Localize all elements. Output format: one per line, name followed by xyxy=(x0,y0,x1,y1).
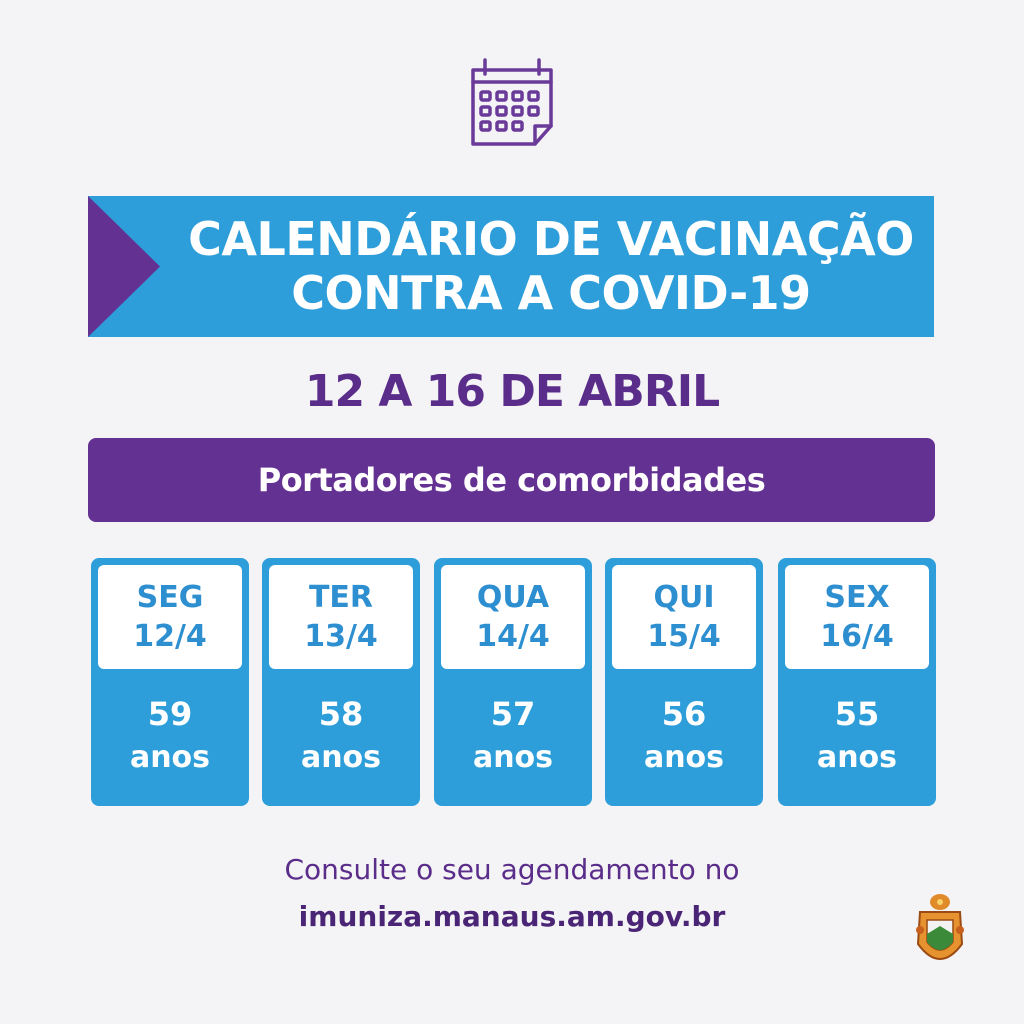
day-date: 16/4 xyxy=(820,619,894,654)
title-line-1: CALENDÁRIO DE VACINAÇÃO xyxy=(188,212,914,266)
age-unit: anos xyxy=(300,740,382,775)
day-header xyxy=(612,565,756,669)
day-age xyxy=(262,692,420,780)
day-header xyxy=(98,565,242,669)
day-age xyxy=(434,692,592,780)
day-header xyxy=(441,565,585,669)
day-age xyxy=(778,692,936,780)
day-card-seg xyxy=(91,558,249,806)
age-unit: anos xyxy=(643,740,725,775)
age-value: 55 xyxy=(834,695,880,733)
day-name: QUI xyxy=(653,580,715,615)
day-age xyxy=(91,692,249,780)
day-header xyxy=(785,565,929,669)
age-unit: anos xyxy=(472,740,554,775)
age-value: 56 xyxy=(661,695,707,733)
day-card-qui xyxy=(605,558,763,806)
day-card-ter xyxy=(262,558,420,806)
day-name: QUA xyxy=(476,580,550,615)
day-date: 15/4 xyxy=(647,619,721,654)
page-title xyxy=(168,212,934,320)
day-name: SEX xyxy=(824,580,890,615)
age-unit: anos xyxy=(816,740,898,775)
day-date: 13/4 xyxy=(304,619,378,654)
footer-text: Consulte o seu agendamento no xyxy=(284,853,740,886)
day-date: 14/4 xyxy=(476,619,550,654)
title-banner xyxy=(88,196,934,337)
footer-url-link[interactable]: imuniza.manaus.am.gov.br xyxy=(298,900,726,933)
age-value: 58 xyxy=(318,695,364,733)
day-header xyxy=(269,565,413,669)
age-value: 59 xyxy=(147,695,193,733)
group-banner: Portadores de comorbidades xyxy=(88,438,935,522)
day-name: TER xyxy=(308,580,374,615)
title-line-2: CONTRA A COVID-19 xyxy=(291,266,811,320)
coat-of-arms-icon xyxy=(912,890,968,974)
day-age xyxy=(605,692,763,780)
day-card-sex xyxy=(778,558,936,806)
age-value: 57 xyxy=(490,695,536,733)
date-range: 12 A 16 DE ABRIL xyxy=(304,366,720,417)
day-name: SEG xyxy=(136,580,204,615)
calendar-icon xyxy=(467,56,557,154)
age-unit: anos xyxy=(129,740,211,775)
day-card-qua xyxy=(434,558,592,806)
day-date: 12/4 xyxy=(133,619,207,654)
arrow-shape-icon xyxy=(88,196,160,337)
